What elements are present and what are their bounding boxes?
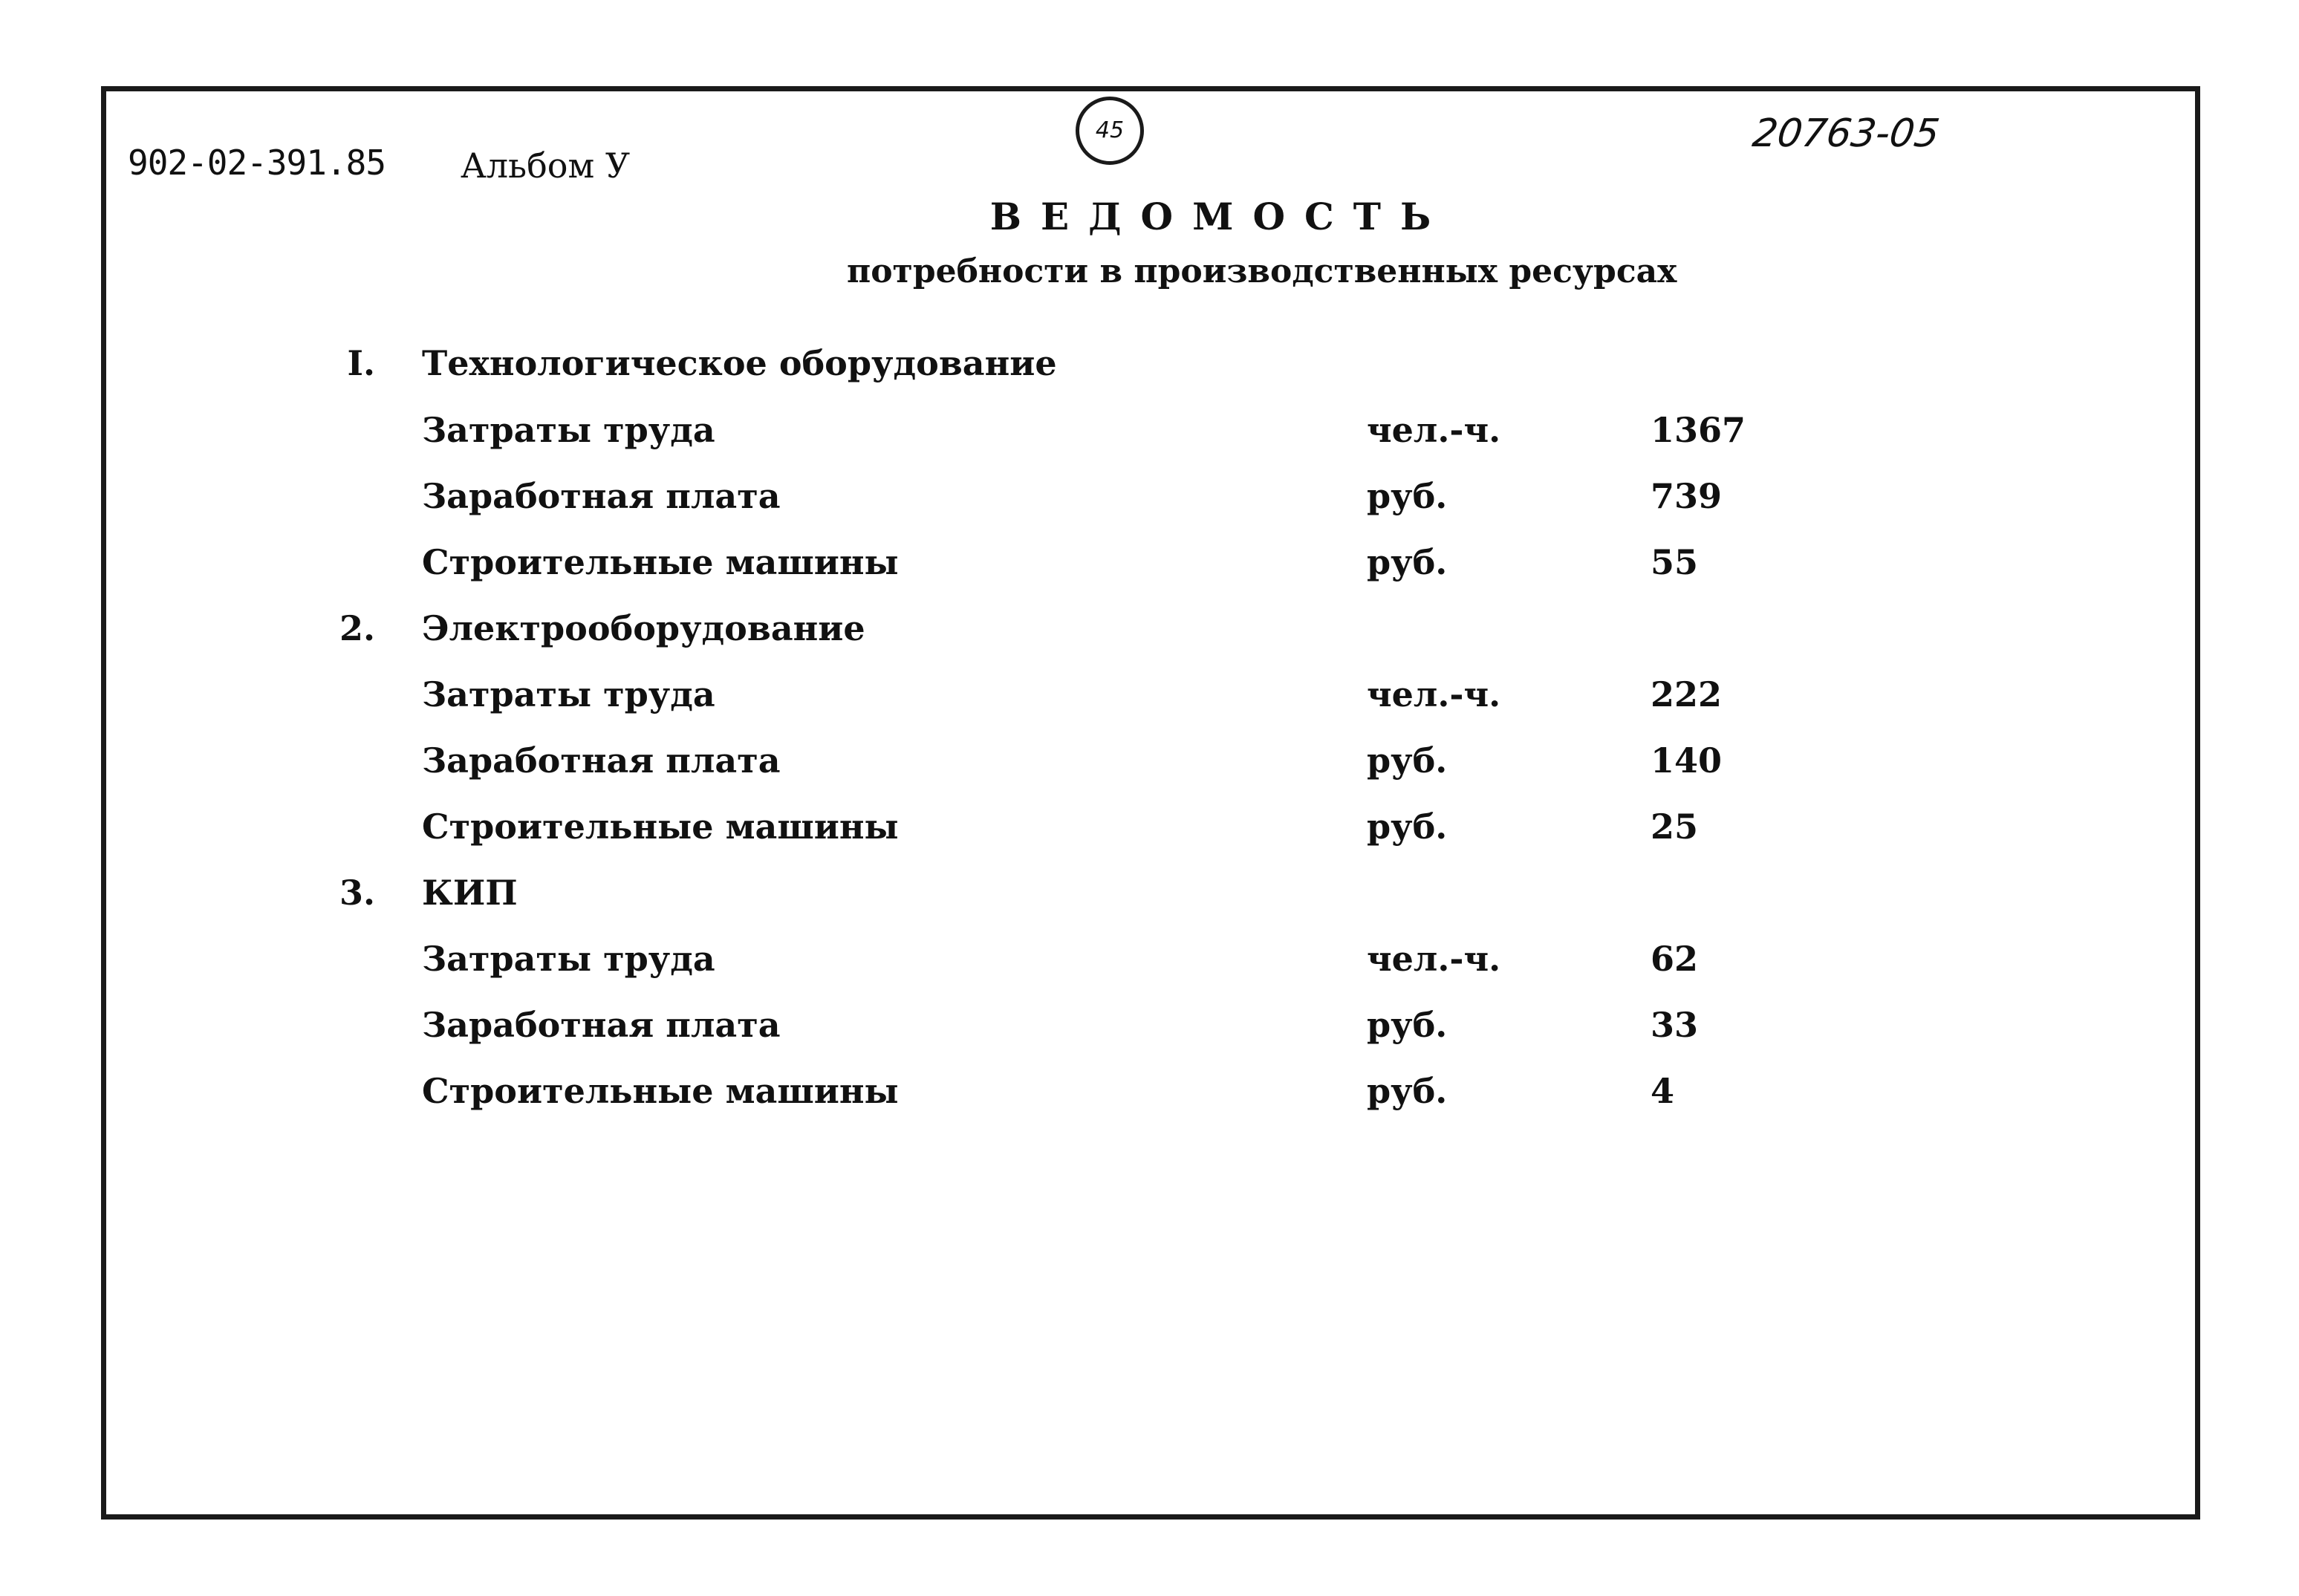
row-unit: руб. [1367,476,1448,516]
resource-row [0,674,2299,726]
document-frame [101,86,2200,1520]
section-number: I. [347,343,375,383]
album-label: Альбом У [461,146,631,186]
row-unit: чел.-ч. [1367,939,1501,979]
row-value: 739 [1651,476,1723,516]
row-value: 222 [1651,674,1723,714]
row-label: Заработная плата [422,740,781,781]
resource-row [0,740,2299,792]
resource-row [0,410,2299,462]
row-unit: руб. [1367,740,1448,781]
section-name: Электрооборудование [422,608,865,648]
row-label: Строительные машины [422,807,899,847]
row-unit: руб. [1367,542,1448,582]
row-label: Затраты труда [422,410,715,450]
row-unit: чел.-ч. [1367,410,1501,450]
row-label: Заработная плата [422,1005,781,1045]
resource-row [0,939,2299,991]
row-unit: руб. [1367,1071,1448,1111]
resource-row [0,542,2299,594]
row-value: 55 [1651,542,1699,582]
row-unit: руб. [1367,1005,1448,1045]
row-label: Строительные машины [422,542,899,582]
row-unit: руб. [1367,807,1448,847]
page-subtitle: потребности в производственных ресурсах [847,253,1677,290]
resource-row [0,807,2299,859]
row-value: 33 [1651,1005,1699,1045]
document-code: 902-02-391.85 [128,143,386,183]
row-value: 1367 [1651,410,1746,450]
page-title: ВЕДОМОСТЬ [989,195,1451,238]
row-label: Затраты труда [422,939,715,979]
row-value: 62 [1651,939,1699,979]
row-value: 140 [1651,740,1723,781]
row-value: 25 [1651,807,1699,847]
row-unit: чел.-ч. [1367,674,1501,714]
section-heading [0,343,2299,395]
section-number: 3. [339,873,375,913]
row-label: Заработная плата [422,476,781,516]
row-value: 4 [1651,1071,1675,1111]
section-heading [0,608,2299,660]
page-number-circle: 45 [1076,97,1144,165]
section-name: КИП [422,873,518,913]
section-name: Технологическое оборудование [422,343,1057,383]
row-label: Затраты труда [422,674,715,714]
section-heading [0,873,2299,925]
resource-row [0,1005,2299,1057]
document-number: 20763-05 [1749,111,1942,156]
section-number: 2. [339,608,375,648]
row-label: Строительные машины [422,1071,899,1111]
resource-row [0,476,2299,528]
resource-row [0,1071,2299,1123]
